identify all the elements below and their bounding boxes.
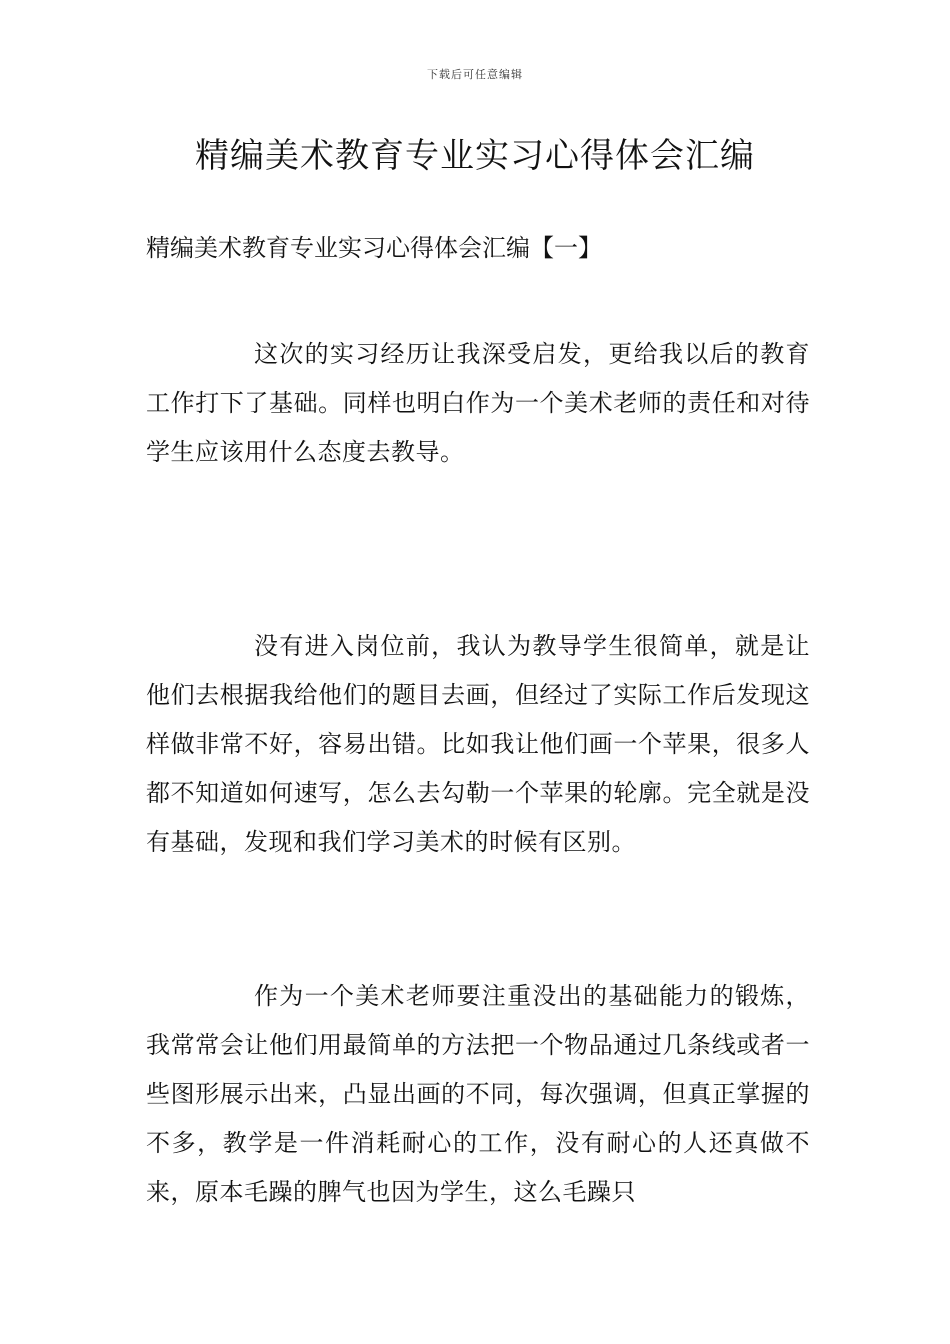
section-heading: 精编美术教育专业实习心得体会汇编【一】 [146,234,602,262]
body-paragraph-1: 这次的实习经历让我深受启发，更给我以后的教育工作打下了基础。同样也明白作为一个美术老师的责任和对待学生应该用什么态度去教导。 [146,340,810,466]
body-paragraph-2: 没有进入岗位前，我认为教导学生很简单，就是让他们去根据我给他们的题目去画，但经过了实际工作后发现这样做非常不好，容易出错。比如我让他们画一个苹果，很多人都不知道如何速写，怎么去勾勒一个苹果的轮廓。完全就是没有基础，发现和我们学习美术的时候有区别。 [146,632,810,856]
document-title: 精编美术教育专业实习心得体会汇编 [195,136,755,176]
body-paragraph-3: 作为一个美术老师要注重没出的基础能力的锻炼，我常常会让他们用最简单的方法把一个物品通过几条线或者一些图形展示出来，凸显出画的不同，每次强调，但真正掌握的不多，教学是一件消耗耐心的工作，没有耐心的人还真做不来，原本毛躁的脾气也因为学生，这么毛躁只 [146,982,810,1206]
header-note: 下载后可任意编辑 [427,68,523,81]
